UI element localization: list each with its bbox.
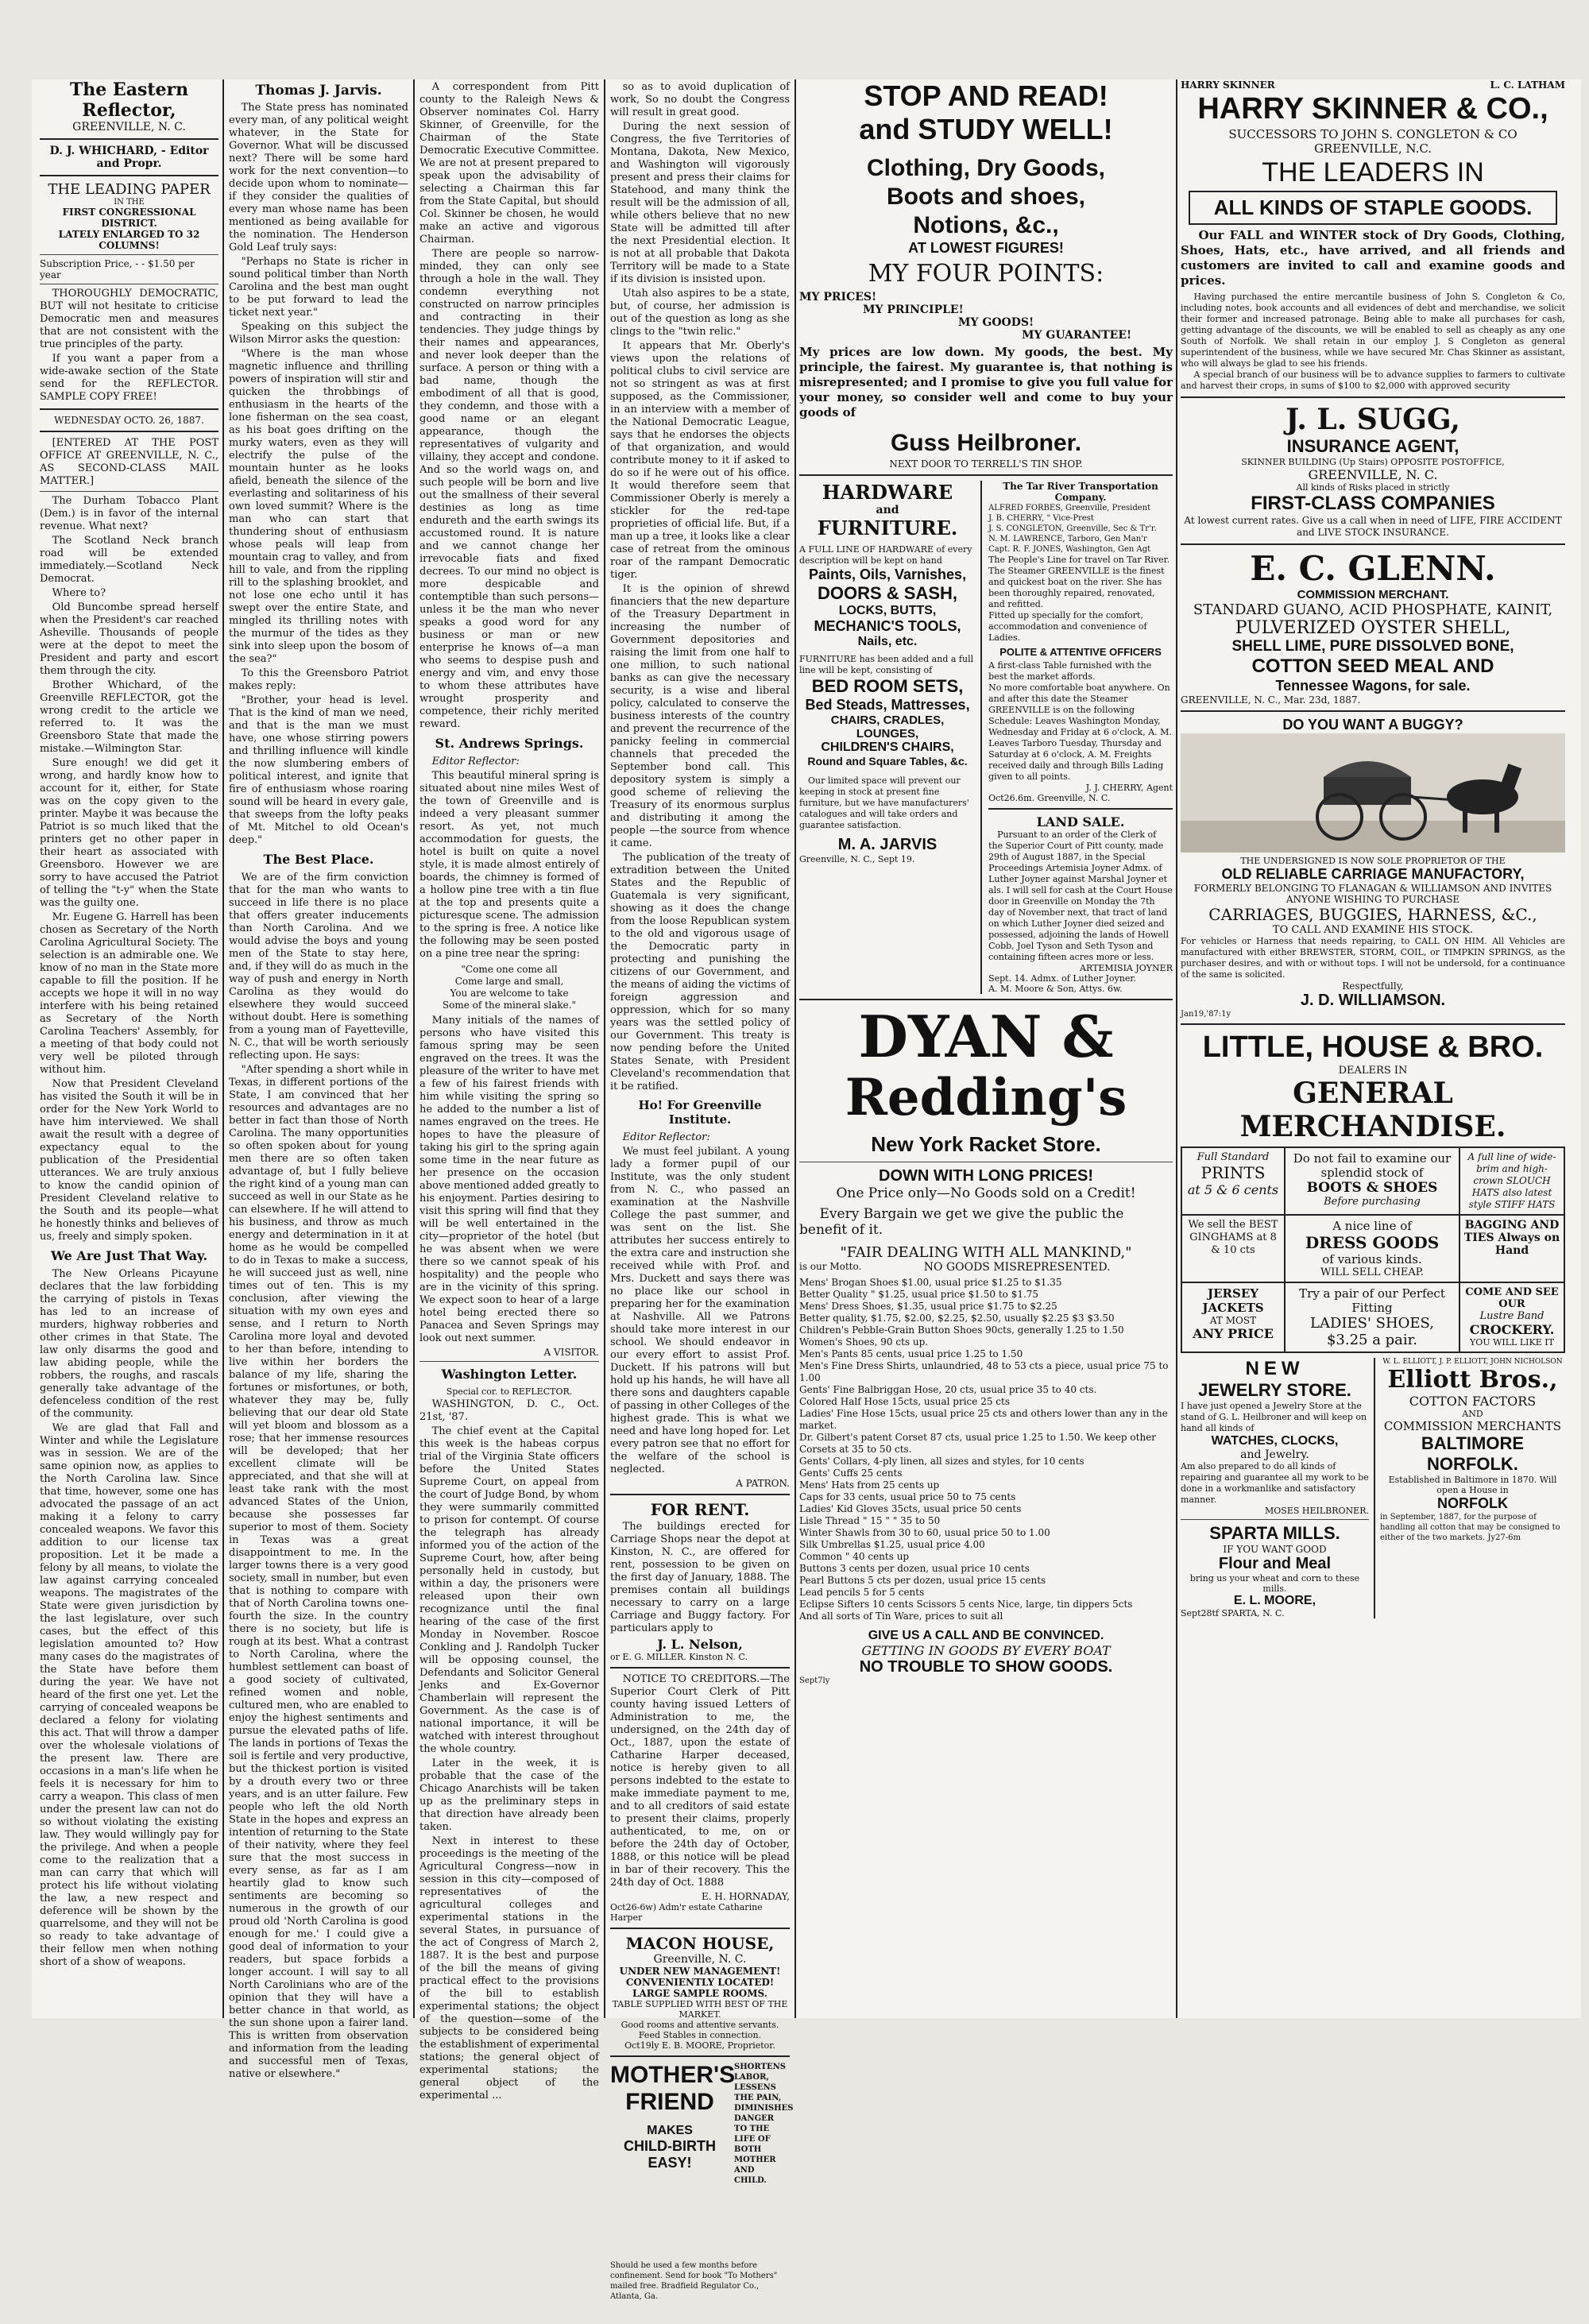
article-paragraph: Brother Whichard, of the Greenville REFLECTOR, got the wrong credit to the article we referred to. It was the Greensboro State that made the mistake.—Wilmington Star. [40,679,218,755]
ad-text: No more comfortable boat anywhere. On and after this date the Steamer GREENVILLE is on the following Schedule: Leaves Washington Monday, Wednesday and Friday at 6 o'clock, A. M. Leaves Tarboro Tuesday, Thursday and Saturday at 6 o'clock, A. M. Freights received daily and through Bills Lading given to all points. [988,683,1172,782]
article-paragraph: During the next session of Congress, the five Territories of Montana, Dakota, New Mexico, and Washington will vigorously present and press their claims for Statehood, and many think the result will be the admission of all, while others believe that no new State will be admitted till after the next Presidential election. It is not at all probable that Dakota Territory will be made to a State if its division is insisted upon. [610,121,790,285]
masthead-city: GREENVILLE, N. C. [72,121,186,133]
address: NEXT DOOR TO TERRELL'S TIN SHOP. [889,458,1083,470]
ad-body: Having purchased the entire mercantile business of John S. Congleton & Co, including notes, book accounts and all evidences of debt and merchandise, we solicit their former and increased patronage. Being able to make all purchases for cash, getting advantage of the discounts, we will be enabled to sell as cheaply as any one South of Norfolk. We shall retain in our employ J. S Congleton as general superintendent of the business, while we have secured Mr. Chas Skinner as assistant, who will always be glad to see his friends. [1181,292,1565,369]
ad-text: Do not fail to examine our splendid stock of [1293,1151,1452,1180]
headline: Ho! For Greenville Institute. [638,1098,762,1127]
ad-line: BED ROOM SETS, [811,676,964,696]
article-paragraph: We are glad that Fall and Winter and while the Legislature was in session. We are of the same opinion now, as applies to the North Carolina law. Since that time, however, some one has advocated the passage of an act making it a felony to carry concealed weapons. We favor this addition to our license tax proposition. Let it be made a felony by all means, to violate the law against carrying concealed weapons. The magistrates of the State were given jurisdiction by the last legislature, over such cases, but the effect of this legislation amounted to? How many cases do the magistrates of the State have before them during the year. We have not heard of the first one yet. Let the carrying of concealed weapons be declared a felony for violating this act. That will throw a damper over the wholesale violations of the present law. There are occasions in a man's life when he feels it is necessary for him to carry a weapon. This class of men under the present law can not do so without violating the existing law. They would willingly pay for the privilege. And when a people come to the realization that a man can carry that which will protect his life without violating the law, a new respect and deference will be shown by the quarrelsome, and they will not be so ready to take advantage of their fellow men when nothing short of a show of weapons. [40,1422,218,1968]
article-paragraph: We must feel jubilant. A young lady a former pupil of our Institute, was the only student from N. C., who passed an examination at the Nashville College the past summer, and was sent on the list. She attributes her success entirely to the extra care and instruction she received while with Prof. and Mrs. Duckett and says there was no place like our school in preparing her for the examination at Nashville. All we Patrons should take more interest in our school. We should endeavor in our every effort to assist Prof. Duckett. If his patrons will but hold up his hands, he will have all there sons and daughters capable of passing in other Colleges of the highest grade. This is what we need and have long hoped for. Let every patron see that no effort for the welfare of the school is neglected. [610,1146,790,1475]
ad-text: A FULL LINE OF HARDWARE of every description will be kept on hand [799,544,972,566]
ad-text: Full Standard [1197,1151,1270,1163]
ad-text: Lustre Band [1479,1310,1545,1322]
dateline: WASHINGTON, D. C., Oct. 21st, '87. [419,1398,599,1423]
column-rule [222,79,224,2018]
grid-cell: A full line of wide-brim and high-crown SLOUCH HATS also latest style STIFF HATS [1460,1148,1564,1216]
article-paragraph: The State press has nominated every man, of any political weight whatever, in the State for Governor. What will be discussed next? There will be some hard work for the next convention—to decide upon whom to nominate—if they consider the qualities of every man whose name has been mentioned as being available for the nomination. The Henderson Gold Leaf truly says: [229,102,408,253]
ad-line: ANY PRICE [1193,1326,1274,1341]
ad-title: JEWELRY STORE. [1198,1380,1351,1400]
ad-text: A nice line of [1332,1219,1412,1233]
racket-store-subtitle: New York Racket Store. [871,1132,1101,1156]
article-paragraph: Later in the week, it is probable that the case of the Chicago Anarchists will be taken up as the preliminary steps in that direction have already been taken. [419,1758,599,1833]
article-paragraph: This beautiful mineral spring is situated about nine miles West of the town of Greenville and is indeed a very pleasant summer resort. As yet, not much accommodation for guests, the hotel is built on quite a novel style, it is made almost entirely of boards, the chimney is formed of a hollow pine tree with a tin flue at the top and presents quite a picturesque scene. The admission to the spring is free. A notice like the following may be seen posted on a pine tree near the spring: [419,770,599,960]
article-paragraph: The Scotland Neck branch road will be extended immediately.—Scotland Neck Democrat. [40,535,218,585]
ad-line: NO GOODS MISREPRESENTED. [923,1261,1111,1274]
ad-line: GIVE US A CALL AND BE CONVINCED. [868,1629,1104,1642]
rent-contact: J. L. Nelson, [657,1637,743,1652]
ad-text: THE UNDERSIGNED IS NOW SOLE PROPRIETOR OF THE [1240,856,1506,866]
article-paragraph: The chief event at the Capital this week is the habeas corpus trial of the Virginia State officers before the United States Supreme Court, on appeal from the court of Judge Bond, by whom they were summarily committed to prison for contempt. Of course the telegraph has already informed you of the action of the Supreme Court, how, after being personally held in custody, but within a day, the prisoners were released upon their own recognizance until the final hearing of the case of the first Monday in November. Roscoe Conkling and J. Randolph Tucker will be opposing counsel, the Defendants and Solicitor General Jenks and Ex-Governor Chamberlain will represent the Government. As the case is of national importance, it will be watched with interest throughout the whole country. [419,1425,599,1755]
article-paragraph: Mr. Eugene G. Harrell has been chosen as Secretary of the North Carolina Agricultural Society. The selection is an admirable one. We know of no man in the State more capable to fill the position. If he accepts we hope it will in no way interfere with his being retained as Secretary of the North Carolina Teachers' Assembly, for a meeting of that body could not very well be piloted through without him. [40,911,218,1076]
point: MY GUARANTEE! [1022,329,1132,342]
article-paragraph: Next in interest to these proceedings is the meeting of the Agricultural Congress—now in session in this city—composed of representatives of the agricultural colleges and experimental stations in the several States, in pursuance of the act of Congress of March 2, 1887. It is the best and purpose of the bill the means of giving practical effect to the provisions of the bill to establish experimental stations; the object of the question—some of the subjects to be considered being the establishment of experimental stations; the general object of experimental stations; the general object of the experimental ... [419,1835,599,2102]
headline: The Best Place. [263,852,374,867]
headline: St. Andrews Springs. [435,736,584,751]
signature-line: Sept28tf SPARTA, N. C. [1181,1608,1285,1618]
macon-line: CONVENIENTLY LOCATED! [625,1977,775,1988]
ad-line: COME AND SEE OUR [1465,1286,1559,1310]
ad-line: Boots and shoes, [886,184,1086,210]
masthead: The Eastern Reflector, [69,79,189,121]
ad-text: AT MOST [1209,1315,1257,1326]
hardware-ad [799,481,982,994]
ad-line: COTTON SEED MEAL AND [1251,655,1494,677]
land-sale-title: LAND SALE. [1036,814,1125,829]
ad-line: Nails, etc. [857,635,918,648]
price-list: Mens' Brogan Shoes $1.00, usual price $1.25 to $1.35 Better Quality " $1.25, usual price $1.50 to $1.75 Mens' Dress Shoes, $1.35, usual price $1.75 to $2.25 Better quality, $1.75, $2.00, $2.25, $2.50, usually $2.25 $3 $3.50 Children's Pebble-Grain Button Shoes 90cts, generally 1.25 to 1.50 Women's Shoes, 90 cts up. Men's Pants 85 cents, usual price 1.25 to 1.50 Men's Fine Dress Shirts, unlaundried, 48 to 53 cts a piece, usual price 75 to 1.00 Gents' Fine Balbriggan Hose, 20 cts, usual price 35 to 40 cts. Colored Half Hose 15cts, usual price 25 cts Ladies' Fine Hose 15cts, usual price 25 cts and others lower than any in the market. Dr. Gilbert's patent Corset 87 cts, usual price 1.25 to 1.50. We keep other Corsets at 35 to 50 cts. Gents' Collars, 4-ply linen, all sizes and styles, for 10 cents Gents' Cuffs 25 cents Mens' Hats from 25 cents up Caps for 33 cents, usual price 50 to 75 cents Ladies' Kid Gloves 35cts, usual price 50 cents Lisle Thread " 15 " " 35 to 50 Winter Shawls from 30 to 60, usual price 50 to 1.00 Silk Umbrellas $1.25, usual price 4.00 Common " 40 cents up Buttons 3 cents per dozen, usual price 10 cents Pearl Buttons 5 cts per dozen, usual price 15 cents Lead pencils 5 for 5 cents Eclipse Sifters 10 cents Scissors 5 cents Nice, large, tin dippers 5cts And all sorts of Tin Ware, prices to suit all [799,1277,1169,1622]
ad-line: JERSEY JACKETS [1202,1286,1264,1315]
merchant-name: Elliott Bros., [1387,1366,1558,1394]
ad-line: Notions, &c., [913,212,1059,238]
elliott-ad [1375,1358,1565,1618]
ad-line: CARRIAGES, BUGGIES, HARNESS, &C., [1208,905,1537,924]
ad-text: The Steamer GREENVILLE is the finest and quickest boat on the river. She has been thoroughly repaired, renovated, and refitted. [988,566,1165,609]
racket-store-title: Redding's [845,1068,1127,1127]
ad-line: PULVERIZED OYSTER SHELL, [1235,618,1511,638]
ad-line: COTTON FACTORS [1409,1394,1537,1409]
grid-cell [1286,1148,1460,1216]
article-paragraph: so as to avoid duplication of work, So no doubt the Congress will result in great good. [610,81,790,118]
ad-line: CHAIRS, CRADLES, LOUNGES, [830,713,945,741]
article-paragraph: We are of the firm conviction that for the man who wants to succeed in life there is no place that offers greater inducements than North Carolina. And we would advise the boys and young men of the State to stay here, and, if they will do as much in the way of push and energy in North Carolina as they would do elsewhere they would succeed without doubt. Here is something from a young man of Fayetteville, N. C., that will be worth seriously reflecting upon. He says: [229,872,408,1061]
macon-line: Oct19ly E. B. MOORE, Proprietor. [624,2040,775,2051]
ad-line: INSURANCE AGENT, [1286,436,1459,456]
ad-line: Paints, Oils, Varnishes, [808,566,967,582]
sample-copy: If you want a paper from a wide-awake section of the State send for the REFLECTOR. SAMPLE COPY FREE! [40,353,218,403]
ad-text: TO CALL AND EXAMINE HIS STOCK. [1272,924,1474,936]
merchant-name: E. L. MOORE, [1233,1594,1316,1607]
ad-text: EASY! [648,2155,692,2171]
ad-line: MY FOUR POINTS: [868,260,1104,288]
ad-text: I have just opened a Jewelry Store at the stand of G. L. Heilbroner and will keep on hand all kinds of [1181,1401,1367,1433]
transport-ad [982,481,1173,994]
ad-line: GETTING IN GOODS BY EVERY BOAT [861,1643,1111,1658]
ad-title: SPARTA MILLS. [1209,1523,1340,1543]
signature-line: Oct26.6m. Greenville, N. C. [988,793,1111,803]
ad-text: in September, 1887, for the purpose of handling all cotton that may be consigned to either of the two markets. Jy27-6m [1379,1513,1560,1542]
ad-line: CHILDREN'S CHAIRS, [821,741,954,754]
district: FIRST CONGRESSIONAL DISTRICT. [62,207,196,229]
entered-notice: [ENTERED AT THE POST OFFICE AT GREENVILLE, N. C., AS SECOND-CLASS MAIL MATTER.] [40,437,218,487]
ad-text: Established in Baltimore in 1870. Will open a House in [1388,1475,1557,1495]
ad-title: FURNITURE. [817,516,958,539]
ad-line: NORFOLK [1436,1495,1508,1511]
headline: Washington Letter. [441,1367,578,1382]
ad-line: WATCHES, CLOCKS, [1211,1434,1339,1448]
editor-salutation: Editor Reflector: [622,1131,710,1143]
ad-title: and [876,504,899,516]
article-paragraph: The New Orleans Picayune declares that the law forbidding the carrying of pistols in Texas has led to an increase of murders, highway robberies and other crimes in that State. The law only disarms the good and law abiding people, while the robbers, the roughs, and rascals generally take advantage of the defenceless condition of the rest of the community. [40,1268,218,1420]
ad-headline: STOP AND READ! [864,79,1108,112]
ad-line: Clothing, Dry Goods, [867,155,1105,181]
ad-line: DRESS GOODS [1305,1233,1440,1252]
ad-line: at 5 & 6 cents [1187,1182,1279,1197]
ad-line: THE LEADERS IN [1262,157,1484,188]
byline: Special cor. to REFLECTOR. [446,1386,573,1397]
ad-title: NEW [1245,1358,1305,1379]
ad-line: DOWN WITH LONG PRICES! [879,1167,1093,1185]
ad-text: MAKES [647,2124,693,2137]
ad-line: LOCKS, BUTTS, [838,604,937,617]
grid-cell [1182,1148,1286,1216]
ad-title: The Tar River Transportation Company. [1003,481,1158,503]
ad-line: Every Bargain we get we give the public the benefit of it. [799,1206,1124,1238]
article-paragraph: Sure enough! we did get it wrong, and hardly know how to account for it, either, for State was on the copy given to the printer. Maybe it was because the Patriot is so much liked that the printers get no other paper in their heart as associated with Greensboro. However we are sorry to have accused the Patriot of telling the "t-y" when the State was the guilty one. [40,757,218,909]
ad-line: SHELL LIME, PURE DISSOLVED BONE, [1231,638,1514,655]
rent-body: The buildings erected for Carriage Shops near the depot at Kinston, N. C., are offered for rent, possession to be given on the first day of January, 1888. The premises contain all buildings necessary to carry on a large Carriage and Buggy factory. For particulars apply to [610,1521,790,1634]
land-sale-body: Pursuant to an order of the Clerk of the Superior Court of Pitt county, made 29th of August 1887, in the Special Proceedings Artemisia Joyner Admx. of Luther Joyner against Marshal Joyner et als. I will sell for cash at the Court House door in Greenville on Monday the 7th day of November next, that tract of land on which Luther Joyner died seized and possessed, adjoining the lands of Howell Cobb, Joel Tyson and Seth Tyson and containing fifteen acres more or less. [988,829,1173,962]
ad-line: and Jewelry. [1240,1448,1309,1461]
merchant-name: LITTLE, HOUSE & BRO. [1202,1031,1544,1064]
ad-date: Jan19,'87:1y [1181,1010,1231,1019]
ad-footer: Should be used a few months before confinement. Send for book "To Mothers" mailed free. Bradfield Regulator Co., Atlanta, Ga. [610,2261,778,2301]
macon-city: Greenville, N. C. [653,1953,747,1966]
signature: J. J. CHERRY, Agent [1085,783,1173,793]
ad-line: One Price only—No Goods sold on a Credit! [836,1185,1136,1201]
editor-salutation: Editor Reflector: [431,756,520,768]
democratic-notice: THOROUGHLY DEMOCRATIC, BUT will not hesitate to criticise Democratic men and measures that are not consistent with the true principles of the party. [40,288,218,350]
macon-line: TABLE SUPPLIED WITH BEST OF THE MARKET. [612,1999,788,2020]
merchant-name: J. D. WILLIAMSON. [1300,992,1446,1009]
agent-name: J. L. SUGG, [1286,403,1460,436]
ad-body: Our FALL and WINTER stock of Dry Goods, Clothing, Shoes, Hats, etc., have arrived, and all friends and customers are invited to call and examine goods and prices. [1181,228,1565,288]
ad-text: Our limited space will prevent our keeping in stock at present fine furniture, but we have manufacturers' catalogues and will take orders and guarantee satisfaction. [799,775,969,830]
enlarged: LATELY ENLARGED TO 32 COLUMNS! [58,229,200,251]
successors-line: SUCCESSORS TO JOHN S. CONGLETON & CO [1228,127,1517,141]
poem: "Come one come all Come large and small, You are welcome to take Some of the mineral slake." [442,964,577,1011]
grid-cell: BAGGING AND TIES Always on Hand [1460,1216,1564,1283]
merchandise-grid [1181,1147,1565,1353]
column-rule [604,79,605,2018]
article-paragraph: The publication of the treaty of extradition between the United States and the Republic of Guatemala is very significant, showing as it does the change from the loose Republican system to the old and vigorous usage of the Democratic party in protecting and punishing the citizens of our Government, and the means of aiding the victims of foreign aggression and oppression, which for so many years was the settled policy of our Government. This treaty is now pending before the United States Senate, with President Cleveland's recommendation that it be ratified. [610,852,790,1092]
column-1 [40,79,218,2018]
firm-name: HARRY SKINNER & CO., [1197,92,1548,126]
merchant-name: Guss Heilbroner. [890,430,1082,456]
point: MY GOODS! [958,316,1034,329]
leading-paper: THE LEADING PAPER [48,181,211,198]
ad-line: AT LOWEST FIGURES! [908,240,1064,256]
column-6 [1181,79,1565,2018]
ad-line: POLITE & ATTENTIVE OFFICERS [999,646,1162,658]
macon-line: Feed Stables in connection. [638,2030,762,2040]
ad-line: COMMISSION MERCHANTS [1383,1419,1562,1433]
signature: A VISITOR. [543,1347,599,1358]
ad-text: Am also prepared to do all kinds of repairing and guarantee all my work to be done in a workmanlike and satisfactory manner. [1181,1461,1369,1505]
ad-line: Bed Steads, Mattresses, [805,697,970,713]
ad-line: BOOTS & SHOES [1306,1180,1438,1196]
mothers-friend-ad [610,2062,794,2324]
macon-line: LARGE SAMPLE ROOMS. [632,1988,767,1999]
firm-city: GREENVILLE, N.C. [1313,141,1432,156]
creditors-notice: NOTICE TO CREDITORS.—The Superior Court Clerk of Pitt county having issued Letters of Administration to me, the undersigned, on the 24th day of Oct., 1887, upon the estate of Catharine Harper deceased, notice is hereby given to all persons indebted to the estate to make immediate payment to me, and to all creditors of said estate to present their claims, properly authenticated, to me, on or before the 24th day of October, 1888, or this notice will be plead in bar of their recovery. This the 24th day of Oct. 1888 [610,1673,790,1889]
ad-line: DOORS & SASH, [818,583,958,603]
ad-text: For vehicles or Harness that needs repairing, to CALL ON HIM. All Vehicles are manufactured with either BREWSTER, STORM, COIL, or TIMPKIN SPRINGS, as the purchaser desires, and with or without tops. I will not be undersold, for a continuance of the same is solicited. [1181,936,1565,980]
grid-cell: We sell the BEST GINGHAMS at 8 & 10 cts [1182,1216,1286,1283]
ad-body: A special branch of our business will be to advance supplies to farmers to cultivate and harvest their crops, in sums of $100 to $2,000 with approved security [1181,369,1565,391]
article-paragraph: Many initials of the names of persons who have visited this famous spring may be seen engraved on the trees. It was the pleasure of the writer to have met a few of his fairest friends with him while visiting the spring so he added to the number a list of names engraved on the trees. He hopes to have the pleasure of taking his girl to the spring again some time in the near future as her presence on the occasion above mentioned added greatly to his enjoyment. Parties desiring to visit this spring will find that they will be well entertained in the city—proprietor of the hotel (but he was absent when we were there so we cannot speak of his hospitality) and the people who are in the vicinity of this spring. We expect soon to hear of a large hotel being erected there so Panacea and Seven Springs may look out next summer. [419,1015,599,1344]
ad-text: Before purchasing [1324,1196,1421,1208]
article-paragraph: To this the Greensboro Patriot makes reply: [229,667,408,692]
buggy-illustration [1181,733,1565,853]
merchant-name: M. A. JARVIS [837,836,938,853]
rent-contact-alt: or E. G. MILLER. Kinston N. C. [610,1652,748,1662]
ad-line: LADIES' SHOES, [1310,1315,1434,1332]
ad-line: Round and Square Tables, &c. [807,755,968,768]
point: MY PRICES! [799,291,877,304]
partner-names: W. L. ELLIOTT, J. P. ELLIOTT, JOHN NICHOLSON [1382,1358,1563,1366]
article-paragraph: It is the opinion of shrewd financiers that the new departure of the Treasury Department in increasing the number of Government depositories and raising the limit from one half to one million, to such national banks as can give the necessary security, is a wise and liberal policy, calculated to conserve the business interests of the country and prevent the recurrence of the panicky feeling in commercial channels that preceded the September bond call. This depository system is simply a good scheme of relieving the Treasury of its enormous surplus and distributing it among the people —the source from whence it came. [610,583,790,849]
ad-text: IF YOU WANT GOOD [1223,1544,1327,1555]
ad-line: MECHANIC'S TOOLS, [814,618,961,634]
macon-line: Good rooms and attentive servants. [621,2020,779,2030]
ad-text: Try a pair of our Perfect Fitting [1299,1286,1445,1315]
editor-line: D. J. WHICHARD, - Editor and Propr. [49,145,209,170]
racket-store-title: DYAN & [858,1003,1114,1070]
motto-label: is our Motto. [799,1261,862,1272]
signature-line: Sept. 14. Admx. of Luther Joyner. A. M. Moore & Son, Attys. 6w. [988,973,1136,994]
ad-line: OLD RELIABLE CARRIAGE MANUFACTORY, [1221,866,1525,882]
ad-text: FURNITURE has been added and a full line will be kept, consisting of [799,654,974,675]
ad-text: DEALERS IN [1338,1065,1408,1077]
signature: E. H. HORNADAY, [702,1891,790,1902]
ad-line: NORFOLK. [1427,1454,1518,1474]
article-paragraph: "Perhaps no State is richer in sound political timber than North Carolina and the best man ought to be put forward to lead the ticket next year." [229,256,408,319]
ad-line: NO TROUBLE TO SHOW GOODS. [859,1658,1113,1676]
column-4 [610,79,794,2301]
ad-side-text: SHORTENS LABOR, LESSENS THE PAIN, DIMINISHES DANGER TO THE LIFE OF BOTH MOTHER AND CHILD. [734,2063,794,2185]
column-2 [229,79,408,2080]
ad-line: Flour and Meal [1218,1555,1332,1572]
grid-cell [1460,1283,1564,1351]
officers-list: ALFRED FORBES, Greenville, President J. B. CHERRY, " Vice-Prest J. S. CONGLETON, Greenville, Sec & Tr'r. N. M. LAWRENCE, Tarboro, Gen Man'r Capt. R. F. JONES, Washington, Gen Agt [988,504,1157,554]
partner-name: L. C. LATHAM [1490,79,1565,91]
column-rule [1176,79,1177,2018]
ad-title: FRIEND [625,2089,714,2115]
ad-text: WILL SELL CHEAP. [1320,1266,1425,1278]
point: MY PRINCIPLE! [863,304,964,316]
signature-line: Respectfully, [1342,980,1404,992]
article-paragraph: Old Buncombe spread herself when the President's car reached Asheville. Thousands of people were at the depot to meet the President and party and escort them through the city. [40,601,218,677]
ad-text: The People's Line for travel on Tar River. [988,555,1170,565]
column-3 [419,79,599,2102]
ad-line: CROCKERY. [1469,1322,1555,1337]
partner-name: HARRY SKINNER [1181,79,1275,91]
headline: We Are Just That Way. [50,1248,208,1263]
ad-title: HARDWARE [822,481,953,504]
column-rule [413,79,415,2018]
subscription-price: Subscription Price, - - $1.50 per year [40,258,195,280]
ad-line: ALL KINDS OF STAPLE GOODS. [1189,191,1557,225]
article-paragraph: There are people so narrow-minded, they can only see through a hole in the wall. They condemn everything not constructed on narrow principles and contracting in their tendencies. They judge things by their names and appearances, and never look deeper than the surface. A person or thing with a bad name, though the embodiment of all that is good, they condemn, and those with a good name or an elegant appearance, though the representatives of vulgarity and villainy, they accept and condone. And so the world wags on, and such people will be born and live out the smallness of their several destinies as long as time endureth and the earth swings its accustomed round. It is nature and we cannot change her irrevocable fiats and fixed decrees. To our mind no object is more despicable and contemptible than such persons—unless it be the man who never speaks a good word for any business or man or new enterprise he knows of—a man who seems to despise push and energy and vim, and envy those to whom these attributes have wrought prosperity and competence, their richly merited reward. [419,248,599,730]
ad-line: GENERAL MERCHANDISE. [1239,1077,1506,1143]
macon-line: UNDER NEW MANAGEMENT! [619,1966,781,1977]
ad-line: DO YOU WANT A BUGGY? [1282,717,1463,733]
macon-house-title: MACON HOUSE, [625,1934,775,1953]
ad-text: A first-class Table furnished with the best the market affords. [988,660,1152,682]
ad-title: MOTHER'S [610,2062,736,2088]
article-paragraph: Where to? [52,587,106,599]
ad-line: STANDARD GUANO, ACID PHOSPHATE, KAINIT, [1193,601,1553,618]
ad-text: bring us your wheat and corn to these mills. [1189,1573,1360,1594]
grid-cell [1286,1283,1460,1351]
column-5 [799,79,1173,2018]
article-paragraph: "Where is the man whose magnetic influence and thrilling powers of inspiration will stir and quicken the throbbings of enthusiasm in the hearts of the lone fisherman on the sea coast, as his boat goes drifting on the murky waters, even as they will electrify the pulse of the mountain hunter as he looks afield, beneath the silence of the everlasting and solitariness of his own loved summit? Where is the man who can start that thundering shout of enthusiasm whose peals will leap from mountain crag to valley, and from hill to vale, and from the rippling rill to the splashing brooklet, and not lose one echo until it has swept over the entire State, and mingled its thrilling notes with the murmur of the tides as they sink into sleep upon the bosom of the sea?" [229,348,408,665]
signature: MOSES HEILBRONER. [1265,1506,1369,1516]
motto: "FAIR DEALING WITH ALL MANKIND," [840,1244,1132,1261]
ad-text: AND [1462,1409,1483,1419]
ad-body: My prices are low down. My goods, the best. My principle, the fairest. My guarantee is, that nothing is misrepresented; and I promise to give you full value for your money, so consider well and come to buy your goods of [799,345,1173,420]
article-paragraph: Now that President Cleveland has visited the South it will be in order for the New York World to have him interviewed. We shall await the result with a degree of expectancy equal to the publication of the Presidential utterances. We are truly anxious to know the candid opinion of President Cleveland relative to the South and its people—what he honestly thinks and believes of us, freely and simply spoken. [40,1078,218,1243]
article-paragraph: A correspondent from Pitt county to the Raleigh News & Observer nominates Col. Harry Skinner, of Greenville, for the Chairman of the State Democratic Executive Committee. We are not at present prepared to speak upon the advisability of selecting a Chairman this far from the State Capital, but should Col. Skinner be chosen, he would make an active and vigorous Chairman. [419,81,599,246]
column-rule [794,79,796,2018]
ad-text: FORMERLY BELONGING TO FLANAGAN & WILLIAMSON AND INVITES ANYONE WISHING TO PURCHASE [1193,883,1552,905]
ad-line: FIRST-CLASS COMPANIES [1251,493,1495,514]
headline: Thomas J. Jarvis. [255,83,382,99]
jewelry-ad [1181,1358,1375,1618]
ad-line: $3.25 a pair. [1326,1332,1418,1348]
ad-text: YOU WILL LIKE IT [1470,1337,1554,1348]
ad-date: Sept7ly [799,1676,830,1685]
article-paragraph: The Durham Tobacco Plant (Dem.) is in favor of the internal revenue. What next? [40,495,218,532]
merchant-name: E. C. GLENN. [1250,549,1496,588]
ad-line: BALTIMORE [1421,1433,1525,1453]
article-paragraph: Utah also aspires to be a state, but, of course, her admission is out of the question as long as she clings to the "twin relic." [610,288,790,338]
signature: A PATRON. [736,1478,790,1489]
grid-cell [1286,1216,1460,1283]
dateline: WEDNESDAY OCTO. 26, 1887. [54,415,204,426]
ad-text: of various kinds. [1322,1252,1422,1266]
for-rent-heading: FOR RENT. [650,1500,750,1519]
signature: ARTEMISIA JOYNER [1080,963,1173,973]
ad-text: Fitted up specially for the comfort, accommodation and convenience of Ladies. [988,610,1147,643]
ad-text: All kinds of Risks placed in strictly [1296,482,1450,493]
article-paragraph: "After spending a short while in Texas, in different portions of the State, I am convinced that her resources and advantages are no better in fact than those of North Carolina. The many opportunities so often spoken about for young men there are so often taken advantage of, but I fully believe the right kind of a young man can succeed as well in our State as he can elsewhere. If he will attend to his business, and throw as much energy and determination in it at home as he would be compelled to do in Texas to make a success, he will succeed just as well, nine times out of ten. This is my conclusion, after viewing the situation with my own eyes and sense, and I return to North Carolina more loyal and devoted to her than before, intending to live within her borders the balance of my life, sharing the fortunes or misfortunes, or both, whatever they may be, fully believing that our dear old State will yet bloom and blossom as a rose; that her immense resources will be developed; that her excellent climate will be appreciated, and that she will at least take rank with the most advanced States of the Union, because she possesses far superior to most of them. Society in Texas was a great disappointment to me. In the larger towns there is a very good society, small in number, but even that is nothing to compare with that of North Carolina towns one-fourth the size. In the country there is no society, but life is rough at its best. What a contrast to North Carolina, where the humblest settlement can boast of a good society of cultivated, refined women and noble, cultured men, who are enabled to enjoy the highest sentiments and pursue the elevated paths of life. The lands in portions of Texas the soil is fertile and very productive, but the thickest portion is visited by a drouth every two or three years, and is an utter failure. Few people who left the old North State in the hopes and express an intention of returning to the State of their nativity, where they feel sure that the most success in every sense, as far as I am heartily glad to know such sentiments are becoming so numerous in the growth of our proud old 'North Carolina is good enough for me.' I could give a good deal of information to your readers, but space forbids a longer account. I will say to all North Carolinians who are of the opinion that they will have a better chance in that world, as the sun shone upon a fairer land. This is written from observation and information from the leading and successful men of Texas, native or elsewhere." [229,1064,408,2080]
ad-text: CHILD-BIRTH [624,2138,716,2154]
ad-text: At lowest current rates. Give us a call when in need of LIFE, FIRE ACCIDENT and LIVE STOCK INSURANCE. [1184,515,1562,538]
ad-line: COMMISSION MERCHANT. [1297,588,1449,601]
ad-line: Tennessee Wagons, for sale. [1275,678,1471,694]
signature-line: Oct26-6w) Adm'r estate Catharine Harper [610,1902,763,1923]
grid-cell [1182,1283,1286,1351]
leading-in: IN THE [114,198,145,207]
ad-headline: and STUDY WELL! [859,113,1113,145]
address: GREENVILLE, N. C., Mar. 23d, 1887. [1181,694,1361,706]
address: Greenville, N. C., Sept 19. [799,854,915,864]
address: SKINNER BUILDING (Up Stairs) OPPOSITE POSTOFFICE, [1241,457,1505,467]
ad-line: PRINTS [1200,1163,1266,1182]
article-paragraph: Speaking on this subject the Wilson Mirror asks the question: [229,321,408,346]
address: GREENVILLE, N. C. [1308,467,1438,482]
article-paragraph: "Brother, your head is level. That is the kind of man we need, and that is the man we must have, one whose stirring powers and thrilling influence will kindle the now slumbering embers of political interest, and ignite that fire of enthusiasm whose roaring sound will be heard in every gale, that sweeps from the lofty peaks of Mt. Mitchel to old Ocean's deep." [229,694,408,846]
article-paragraph: It appears that Mr. Oberly's views upon the relations of political clubs to civil service are not so stringent as was at first supposed, as the Commissioner, in an interview with a member of the National Democratic League, says that he endorses the objects of that organization, and would contribute money to it if asked to do so if he were out of his office. It would therefore seem that Commissioner Oberly is merely a stickler for the red-tape proprieties of official life. But, if a man up a tree, it looks like a clear case of retreat from the ominous roar of the rampant Democratic tiger. [610,340,790,581]
